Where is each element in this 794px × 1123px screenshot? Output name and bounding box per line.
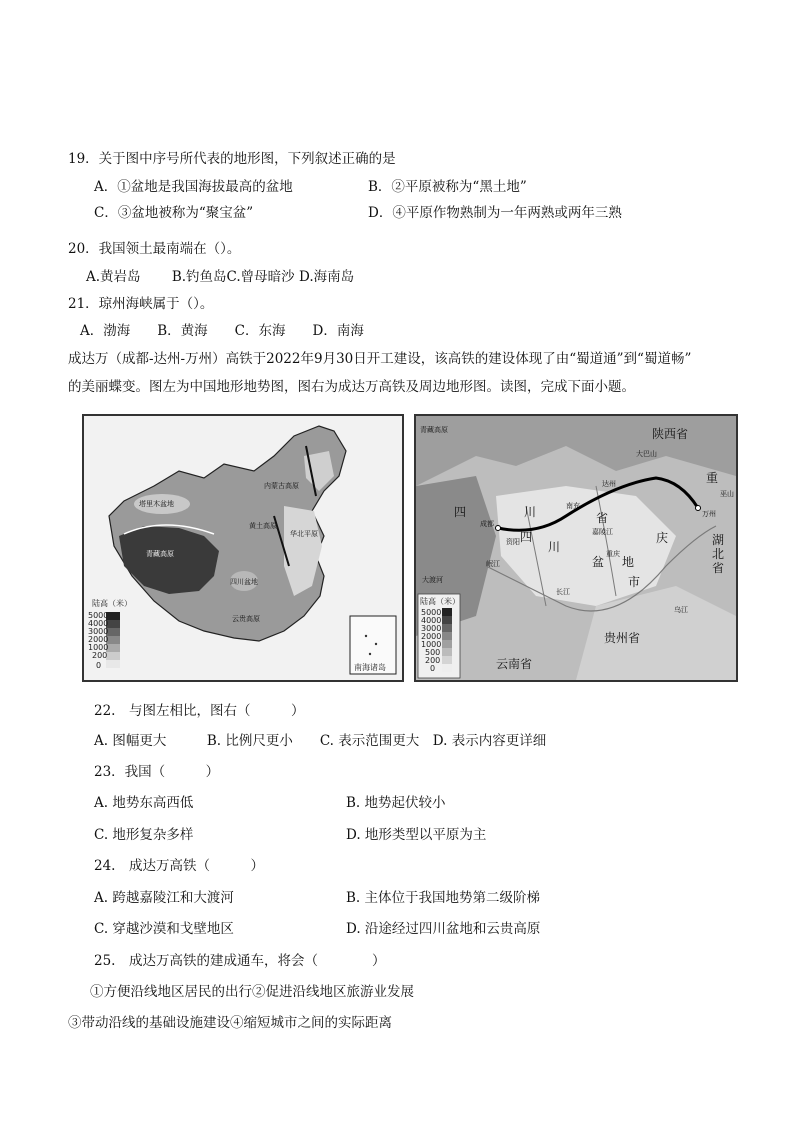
right-legend-value: 500 — [425, 648, 441, 657]
label-sichuan-1: 四 — [454, 505, 467, 519]
label-chongqing-3: 市 — [628, 575, 641, 589]
q22-options: A. 图幅更大 B. 比例尺更小 C. 表示范围更大 D. 表示内容更详细 — [94, 733, 547, 749]
label-guizhou: 贵州省 — [604, 631, 641, 645]
label-dazhou: 达州 — [602, 480, 616, 488]
label-nanchong: 南充 — [566, 502, 580, 510]
left-legend-value: 4000 — [88, 619, 109, 628]
label-basin-2: 川 — [548, 540, 561, 554]
q20-stem: 20．我国领土最南端在（）。 — [68, 241, 241, 257]
label-dadu: 大渡河 — [422, 576, 443, 584]
label-qingzang: 青藏高原 — [420, 426, 448, 434]
right-legend-value: 4000 — [421, 616, 442, 625]
right-legend-value: 0 — [430, 664, 436, 673]
city-chengdu-dot — [496, 526, 501, 531]
china-terrain-map — [82, 414, 404, 682]
q19-stem: 19．关于图中序号所代表的地形图，下列叙述正确的是 — [68, 151, 396, 167]
label-minjiang: 岷江 — [486, 560, 500, 568]
label-chongqing-1: 重 — [706, 471, 719, 485]
label-shaanxi: 陕西省 — [652, 427, 689, 441]
right-legend-scale — [442, 608, 452, 672]
hsr-terrain-map — [414, 414, 738, 682]
left-legend-value: 200 — [92, 651, 108, 660]
q25-statement-line-1: ①方便沿线地区居民的出行②促进沿线地区旅游业发展 — [90, 984, 414, 1000]
label-changjiang: 长江 — [556, 588, 570, 596]
q24-option-c: C. 穿越沙漠和戈壁地区 — [94, 921, 234, 937]
inset-label: 南海诸岛 — [354, 663, 386, 672]
right-legend-value: 2000 — [421, 632, 442, 641]
label-yungui: 云贵高原 — [232, 615, 260, 623]
q24-option-b: B. 主体位于我国地势第二级阶梯 — [346, 890, 541, 906]
right-legend-value: 200 — [425, 656, 441, 665]
label-yunnan: 云南省 — [496, 657, 533, 671]
q19-option-b: B．②平原被称为“黑土地” — [368, 179, 527, 195]
q22-stem: 22. 与图左相比，图右（ ） — [94, 703, 305, 719]
label-qingzang: 青藏高原 — [146, 550, 174, 558]
label-sichuan-basin: 四川盆地 — [230, 578, 258, 586]
city-wanzhou-dot — [696, 506, 701, 511]
label-sichuan-2: 川 — [524, 505, 537, 519]
right-legend-value: 3000 — [421, 624, 442, 633]
q24-stem: 24. 成达万高铁（ ） — [94, 858, 264, 874]
label-hubei-2: 北 — [712, 547, 725, 561]
label-wujiang: 乌江 — [674, 606, 688, 614]
q19-option-c: C．③盆地被称为“聚宝盆” — [94, 205, 254, 221]
q21-options: A．渤海 B．黄海 C．东海 D．南海 — [80, 323, 364, 339]
left-legend-value: 3000 — [88, 627, 109, 636]
passage-line-1: 成达万（成都-达州-万州）高铁于2022年9月30日开工建设，该高铁的建设体现了由“蜀道通”到“蜀道畅” — [68, 351, 692, 367]
label-chongqing-2: 庆 — [656, 531, 669, 545]
label-basin-1: 四 — [520, 530, 533, 544]
label-tarim: 塔里木盆地 — [139, 500, 174, 508]
label-ziyang: 资阳 — [506, 538, 520, 546]
q23-option-b: B. 地势起伏较小 — [346, 795, 446, 811]
label-huabei: 华北平原 — [290, 530, 318, 538]
left-legend-value: 1000 — [88, 643, 109, 652]
label-hubei-1: 湖 — [712, 533, 725, 547]
q19-option-a: A．①盆地是我国海拔最高的盆地 — [94, 179, 293, 195]
label-chongqing-city: 重庆 — [606, 550, 620, 558]
q24-option-d: D. 沿途经过四川盆地和云贵高原 — [346, 921, 541, 937]
right-legend-value: 5000 — [421, 608, 442, 617]
q20-options: A.黄岩岛 B.钓鱼岛C.曾母暗沙 D.海南岛 — [86, 269, 355, 285]
label-wanzhou: 万州 — [702, 510, 716, 518]
right-legend-title: 陆高（米） — [420, 597, 460, 606]
label-sichuan-3: 省 — [596, 511, 609, 525]
label-hubei-3: 省 — [712, 561, 725, 575]
label-jialing: 嘉陵江 — [592, 528, 613, 536]
left-legend-title: 陆高（米） — [92, 599, 132, 608]
left-legend-value: 2000 — [88, 635, 109, 644]
q23-option-a: A. 地势东高西低 — [94, 795, 194, 811]
q23-option-d: D. 地形类型以平原为主 — [346, 827, 487, 843]
label-basin-4: 地 — [622, 555, 635, 569]
label-daba: 大巴山 — [636, 450, 657, 458]
label-wushan: 巫山 — [720, 490, 734, 498]
q25-stem: 25. 成达万高铁的建成通车，将会（ ） — [94, 953, 386, 969]
label-chengdu: 成都 — [480, 520, 494, 528]
label-basin-3: 盆 — [592, 555, 605, 569]
passage-line-2: 的美丽蝶变。图左为中国地形地势图，图右为成达万高铁及周边地形图。读图，完成下面小题。 — [68, 379, 635, 395]
q19-option-d: D．④平原作物熟制为一年两熟或两年三熟 — [368, 205, 622, 221]
q23-option-c: C. 地形复杂多样 — [94, 827, 194, 843]
q24-option-a: A. 跨越嘉陵江和大渡河 — [94, 890, 234, 906]
left-legend-value: 5000 — [88, 611, 109, 620]
left-legend-value: 0 — [96, 661, 102, 670]
right-legend-value: 1000 — [421, 640, 442, 649]
q21-stem: 21．琼州海峡属于（）。 — [68, 296, 214, 312]
label-huangtu: 黄土高原 — [249, 522, 277, 530]
label-neimenggu: 内蒙古高原 — [264, 482, 299, 490]
q25-statement-line-2: ③带动沿线的基础设施建设④缩短城市之间的实际距离 — [68, 1015, 392, 1031]
q23-stem: 23．我国（ ） — [94, 764, 220, 780]
